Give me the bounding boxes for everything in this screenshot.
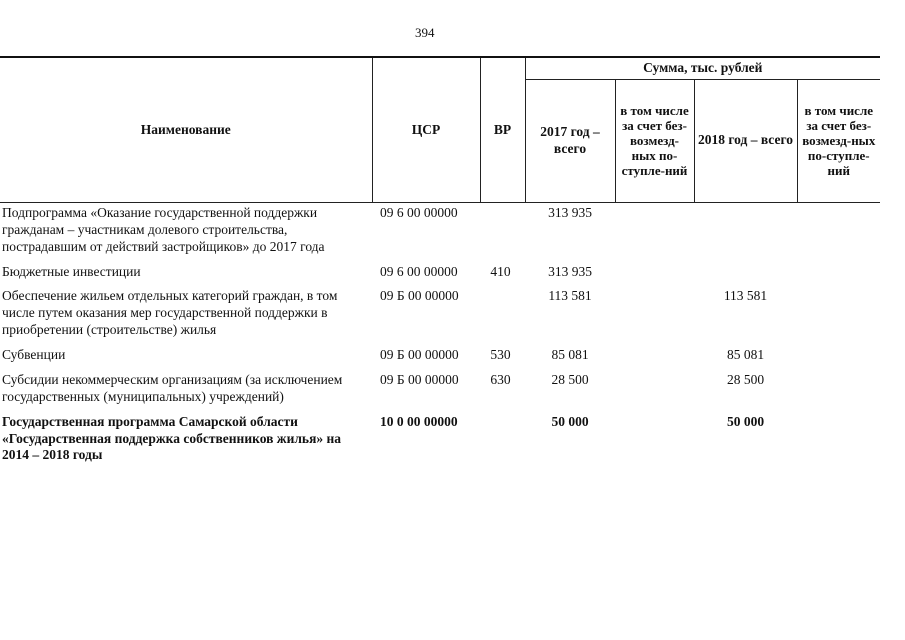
- table-header: [0, 57, 880, 202]
- header-total-2017: 2017 год – всего: [525, 79, 615, 202]
- row-csr: 09 6 00 00000: [380, 263, 458, 279]
- row-total-2018: 85 081: [726, 347, 765, 362]
- table-body: [0, 202, 880, 472]
- row-name: Государственная программа Самарской области «Государственная поддержка собственников жилья» на 2014 – 2018 годы: [2, 413, 342, 463]
- header-csr: ЦСР: [372, 57, 480, 202]
- row-name: Субвенции: [2, 347, 66, 362]
- header-total-2018: 2018 год – всего: [694, 79, 797, 202]
- header-name: Наименование: [0, 57, 372, 202]
- row-total-2017: 85 081: [551, 347, 589, 362]
- row-total-2017: 50 000: [551, 413, 589, 429]
- row-vr: [480, 414, 525, 473]
- header-vr: ВР: [480, 57, 525, 202]
- row-total-2017: 28 500: [551, 371, 589, 387]
- row-total-2017: 313 935: [548, 263, 592, 279]
- header-incl-2017: в том числе за счет без-возмезд-ных по-ступле-ний: [615, 79, 694, 202]
- row-csr: 09 Б 00 00000: [380, 288, 459, 304]
- row-total-2017: 113 581: [548, 288, 592, 304]
- row-incl-2018: [797, 264, 880, 289]
- row-name: Обеспечение жильем отдельных категорий граждан, в том числе путем оказания мер государственной поддержки в приобретении (строительстве) жилья: [2, 288, 338, 338]
- row-incl-2017: [615, 202, 694, 263]
- table-row: [0, 288, 880, 347]
- row-incl-2017: [615, 414, 694, 473]
- row-vr: [480, 202, 525, 263]
- budget-table: [0, 56, 880, 472]
- row-csr: 09 Б 00 00000: [380, 347, 459, 362]
- row-vr: 410: [490, 263, 511, 279]
- row-incl-2018: [797, 202, 880, 263]
- row-total-2018: [694, 264, 797, 289]
- row-total-2018: [694, 202, 797, 263]
- row-total-2018: 28 500: [726, 371, 765, 387]
- page-number: 394: [415, 25, 435, 40]
- row-incl-2017: [615, 347, 694, 372]
- row-name: Бюджетные инвестиции: [2, 263, 141, 279]
- row-vr: 630: [490, 371, 511, 387]
- row-total-2018: 113 581: [723, 288, 768, 304]
- row-name: Субсидии некоммерческим организациям (за исключением государственных (муниципальных) учреждений): [2, 371, 343, 404]
- row-incl-2017: [615, 288, 694, 347]
- row-csr: 09 Б 00 00000: [380, 371, 459, 387]
- row-incl-2018: [797, 414, 880, 473]
- table-row: [0, 347, 880, 372]
- row-incl-2018: [797, 288, 880, 347]
- table-row: [0, 372, 880, 414]
- row-incl-2018: [797, 372, 880, 414]
- row-name: Подпрограмма «Оказание государственной поддержки гражданам – участникам долевого строительства, пострадавшим от действий застройщиков» до 2017 года: [2, 204, 325, 254]
- row-vr: 530: [490, 347, 511, 362]
- table-row: [0, 202, 880, 263]
- row-csr: 10 0 00 00000: [380, 413, 458, 429]
- row-total-2017: 313 935: [548, 204, 592, 220]
- header-sum-group: Сумма, тыс. рублей: [525, 57, 880, 79]
- row-incl-2017: [615, 264, 694, 289]
- row-csr: 09 6 00 00000: [380, 204, 458, 220]
- table-row: [0, 414, 880, 473]
- row-total-2018: 50 000: [726, 413, 765, 429]
- row-incl-2018: [797, 347, 880, 372]
- row-incl-2017: [615, 372, 694, 414]
- row-vr: [480, 288, 525, 347]
- header-incl-2018: в том числе за счет без-возмезд-ных по-ступле-ний: [797, 79, 880, 202]
- table-row: [0, 264, 880, 289]
